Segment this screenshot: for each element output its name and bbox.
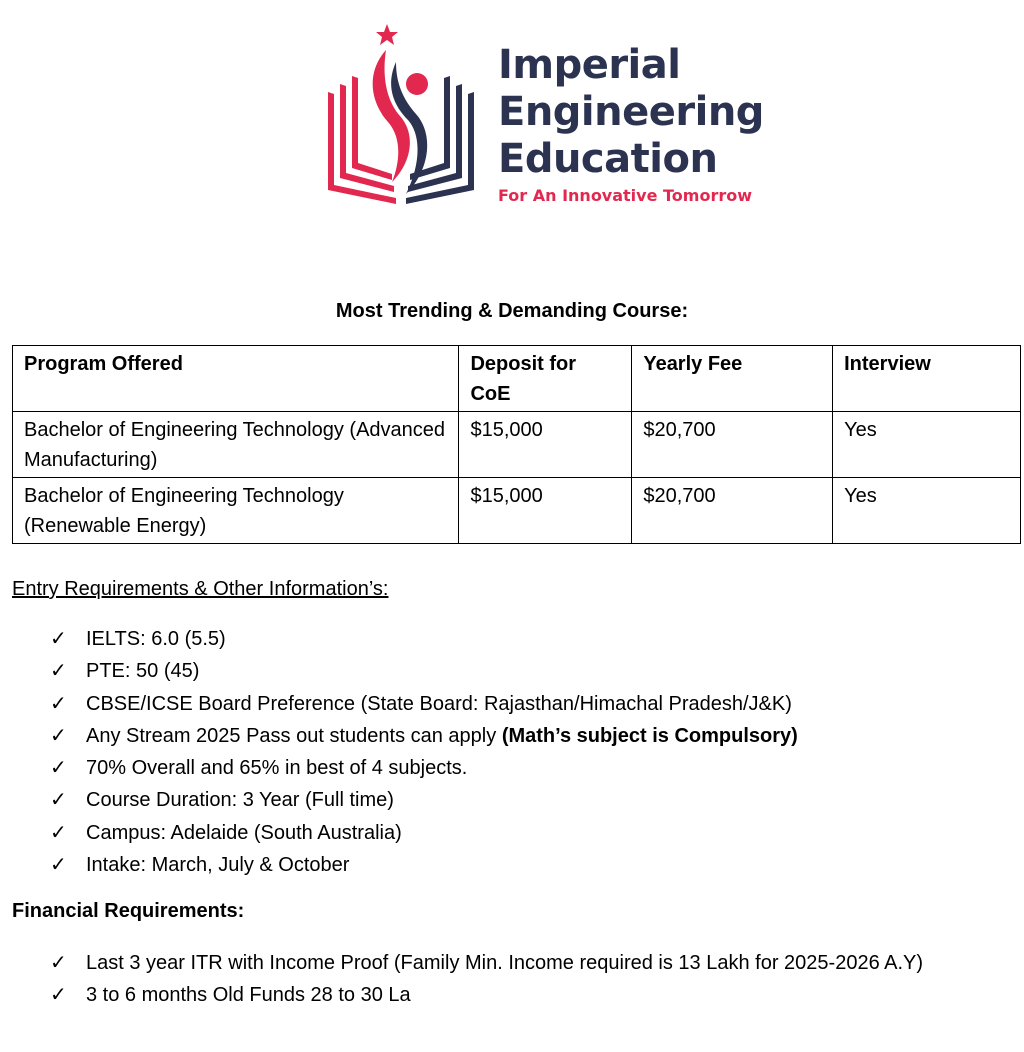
cell-interview: Yes	[833, 412, 1021, 478]
entry-requirements-list	[50, 622, 798, 880]
star-icon	[376, 24, 398, 45]
table-row	[13, 412, 1021, 478]
check-icon: ✓	[50, 722, 67, 747]
open-book-logo-icon	[326, 22, 476, 212]
list-item: ✓ CBSE/ICSE Board Preference (State Board: Rajasthan/Himachal Pradesh/J&K)	[50, 687, 798, 719]
cell-interview: Yes	[833, 478, 1021, 544]
check-icon: ✓	[50, 690, 67, 715]
math-compulsory-note: (Math’s subject is Compulsory)	[501, 724, 798, 747]
list-item: ✓ 70% Overall and 65% in best of 4 subjects.	[50, 751, 798, 783]
header-deposit: Deposit for CoE	[459, 346, 632, 412]
list-item: ✓ Last 3 year ITR with Income Proof (Family Min. Income required is 13 Lakh for 2025-2026 A.Y)	[50, 946, 923, 978]
dot-icon	[406, 73, 428, 95]
list-item: ✓ PTE: 50 (45)	[50, 654, 798, 686]
check-icon: ✓	[50, 982, 67, 1007]
header-yearly-fee: Yearly Fee	[632, 346, 833, 412]
cell-deposit: $15,000	[459, 478, 632, 544]
brand-name	[498, 42, 764, 183]
logo	[326, 22, 786, 212]
list-item: ✓ Course Duration: 3 Year (Full time)	[50, 783, 798, 815]
header-program: Program Offered	[13, 346, 459, 412]
list-item: ✓ Campus: Adelaide (South Australia)	[50, 816, 798, 848]
cell-program: Bachelor of Engineering Technology (Advanced Manufacturing)	[13, 412, 459, 478]
financial-requirements-heading: Financial Requirements:	[12, 900, 245, 922]
course-table	[12, 345, 1021, 544]
list-item: ✓ Any Stream 2025 Pass out students can apply (Math’s subject is Compulsory)	[50, 719, 798, 751]
list-item: ✓ Intake: March, July & October	[50, 848, 798, 880]
check-icon: ✓	[50, 950, 67, 974]
brand-line-1: Imperial	[498, 42, 681, 88]
cell-yearly-fee: $20,700	[632, 412, 833, 478]
check-icon: ✓	[50, 626, 67, 650]
check-icon: ✓	[50, 755, 67, 780]
check-icon: ✓	[50, 852, 67, 877]
cell-deposit: $15,000	[459, 412, 632, 478]
brand-line-3: Education	[498, 136, 718, 182]
cell-program: Bachelor of Engineering Technology (Renewable Energy)	[13, 478, 459, 544]
entry-requirements-heading: Entry Requirements & Other Information’s:	[12, 578, 389, 600]
check-icon: ✓	[50, 787, 67, 812]
table-row	[13, 478, 1021, 544]
brand-tagline: For An Innovative Tomorrow	[498, 186, 753, 205]
list-item: ✓ IELTS: 6.0 (5.5)	[50, 622, 798, 654]
cell-yearly-fee: $20,700	[632, 478, 833, 544]
brand-line-2: Engineering	[498, 89, 764, 135]
header-interview: Interview	[833, 346, 1021, 412]
table-header-row	[13, 346, 1021, 412]
section-title: Most Trending & Demanding Course:	[335, 300, 689, 322]
list-item: ✓ 3 to 6 months Old Funds 28 to 30 La	[50, 978, 923, 1010]
check-icon: ✓	[50, 658, 67, 683]
financial-requirements-list	[50, 946, 923, 1011]
check-icon: ✓	[50, 819, 67, 844]
